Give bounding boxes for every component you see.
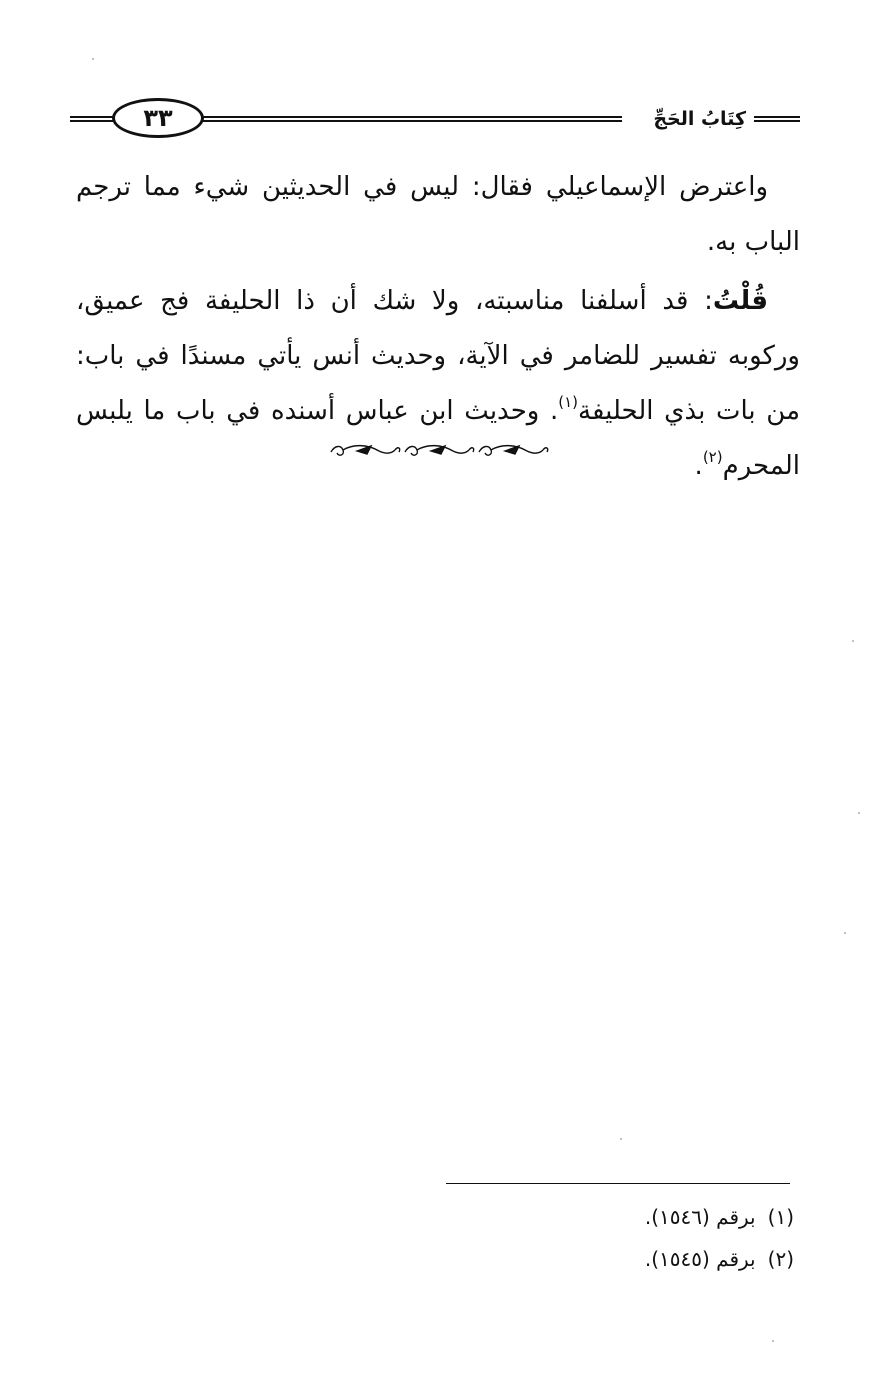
header-rule-middle [190, 116, 622, 122]
section-ornament [327, 442, 549, 460]
footnote-ref-2[interactable]: (٢) [702, 448, 723, 466]
scan-speck [92, 58, 94, 60]
page-number-frame [112, 98, 204, 138]
running-header [70, 96, 800, 148]
footnote-text: برقم (١٥٤٥). [644, 1247, 756, 1271]
page-number: ٣٣ [143, 104, 173, 132]
scan-speck [858, 812, 860, 814]
qult-word: قُلْتُ [712, 286, 768, 316]
paragraph-1: واعترض الإسماعيلي فقال: ليس في الحديثين شيء مما ترجم الباب به. [76, 172, 800, 257]
paragraph-2-text-c: . [694, 451, 703, 481]
ornament-unit [331, 446, 400, 456]
paragraph-2-text-b: . وحديث ابن عباس أسنده في باب ما يلبس المحرم [76, 396, 800, 481]
paragraph-2 [76, 274, 800, 494]
ornament-unit [479, 446, 548, 456]
footnotes [440, 1196, 794, 1280]
header-rule-right [754, 116, 800, 122]
scan-speck [772, 1340, 774, 1342]
scan-speck [844, 932, 846, 934]
footnote-text: برقم (١٥٤٦). [644, 1205, 756, 1229]
ornament-unit [405, 446, 474, 456]
footnote-separator [446, 1183, 790, 1184]
footnote-1 [440, 1196, 794, 1238]
book-title: كِتَابُ الحَجِّ [653, 108, 746, 130]
footnote-number: (٢) [767, 1247, 794, 1271]
footnote-ref-1[interactable]: (١) [558, 393, 579, 411]
scan-speck [852, 640, 854, 642]
paragraph-2-text-a: : قد أسلفنا مناسبته، ولا شك أن ذا الحليفة فج عميق، وركوبه تفسير للضامر في الآية، وحديث أنس يأتي مسندًا في باب: من بات بذي الحليفة [76, 286, 800, 426]
footnote-number: (١) [767, 1205, 794, 1229]
footnote-2 [440, 1238, 794, 1280]
scan-speck [620, 1138, 622, 1140]
